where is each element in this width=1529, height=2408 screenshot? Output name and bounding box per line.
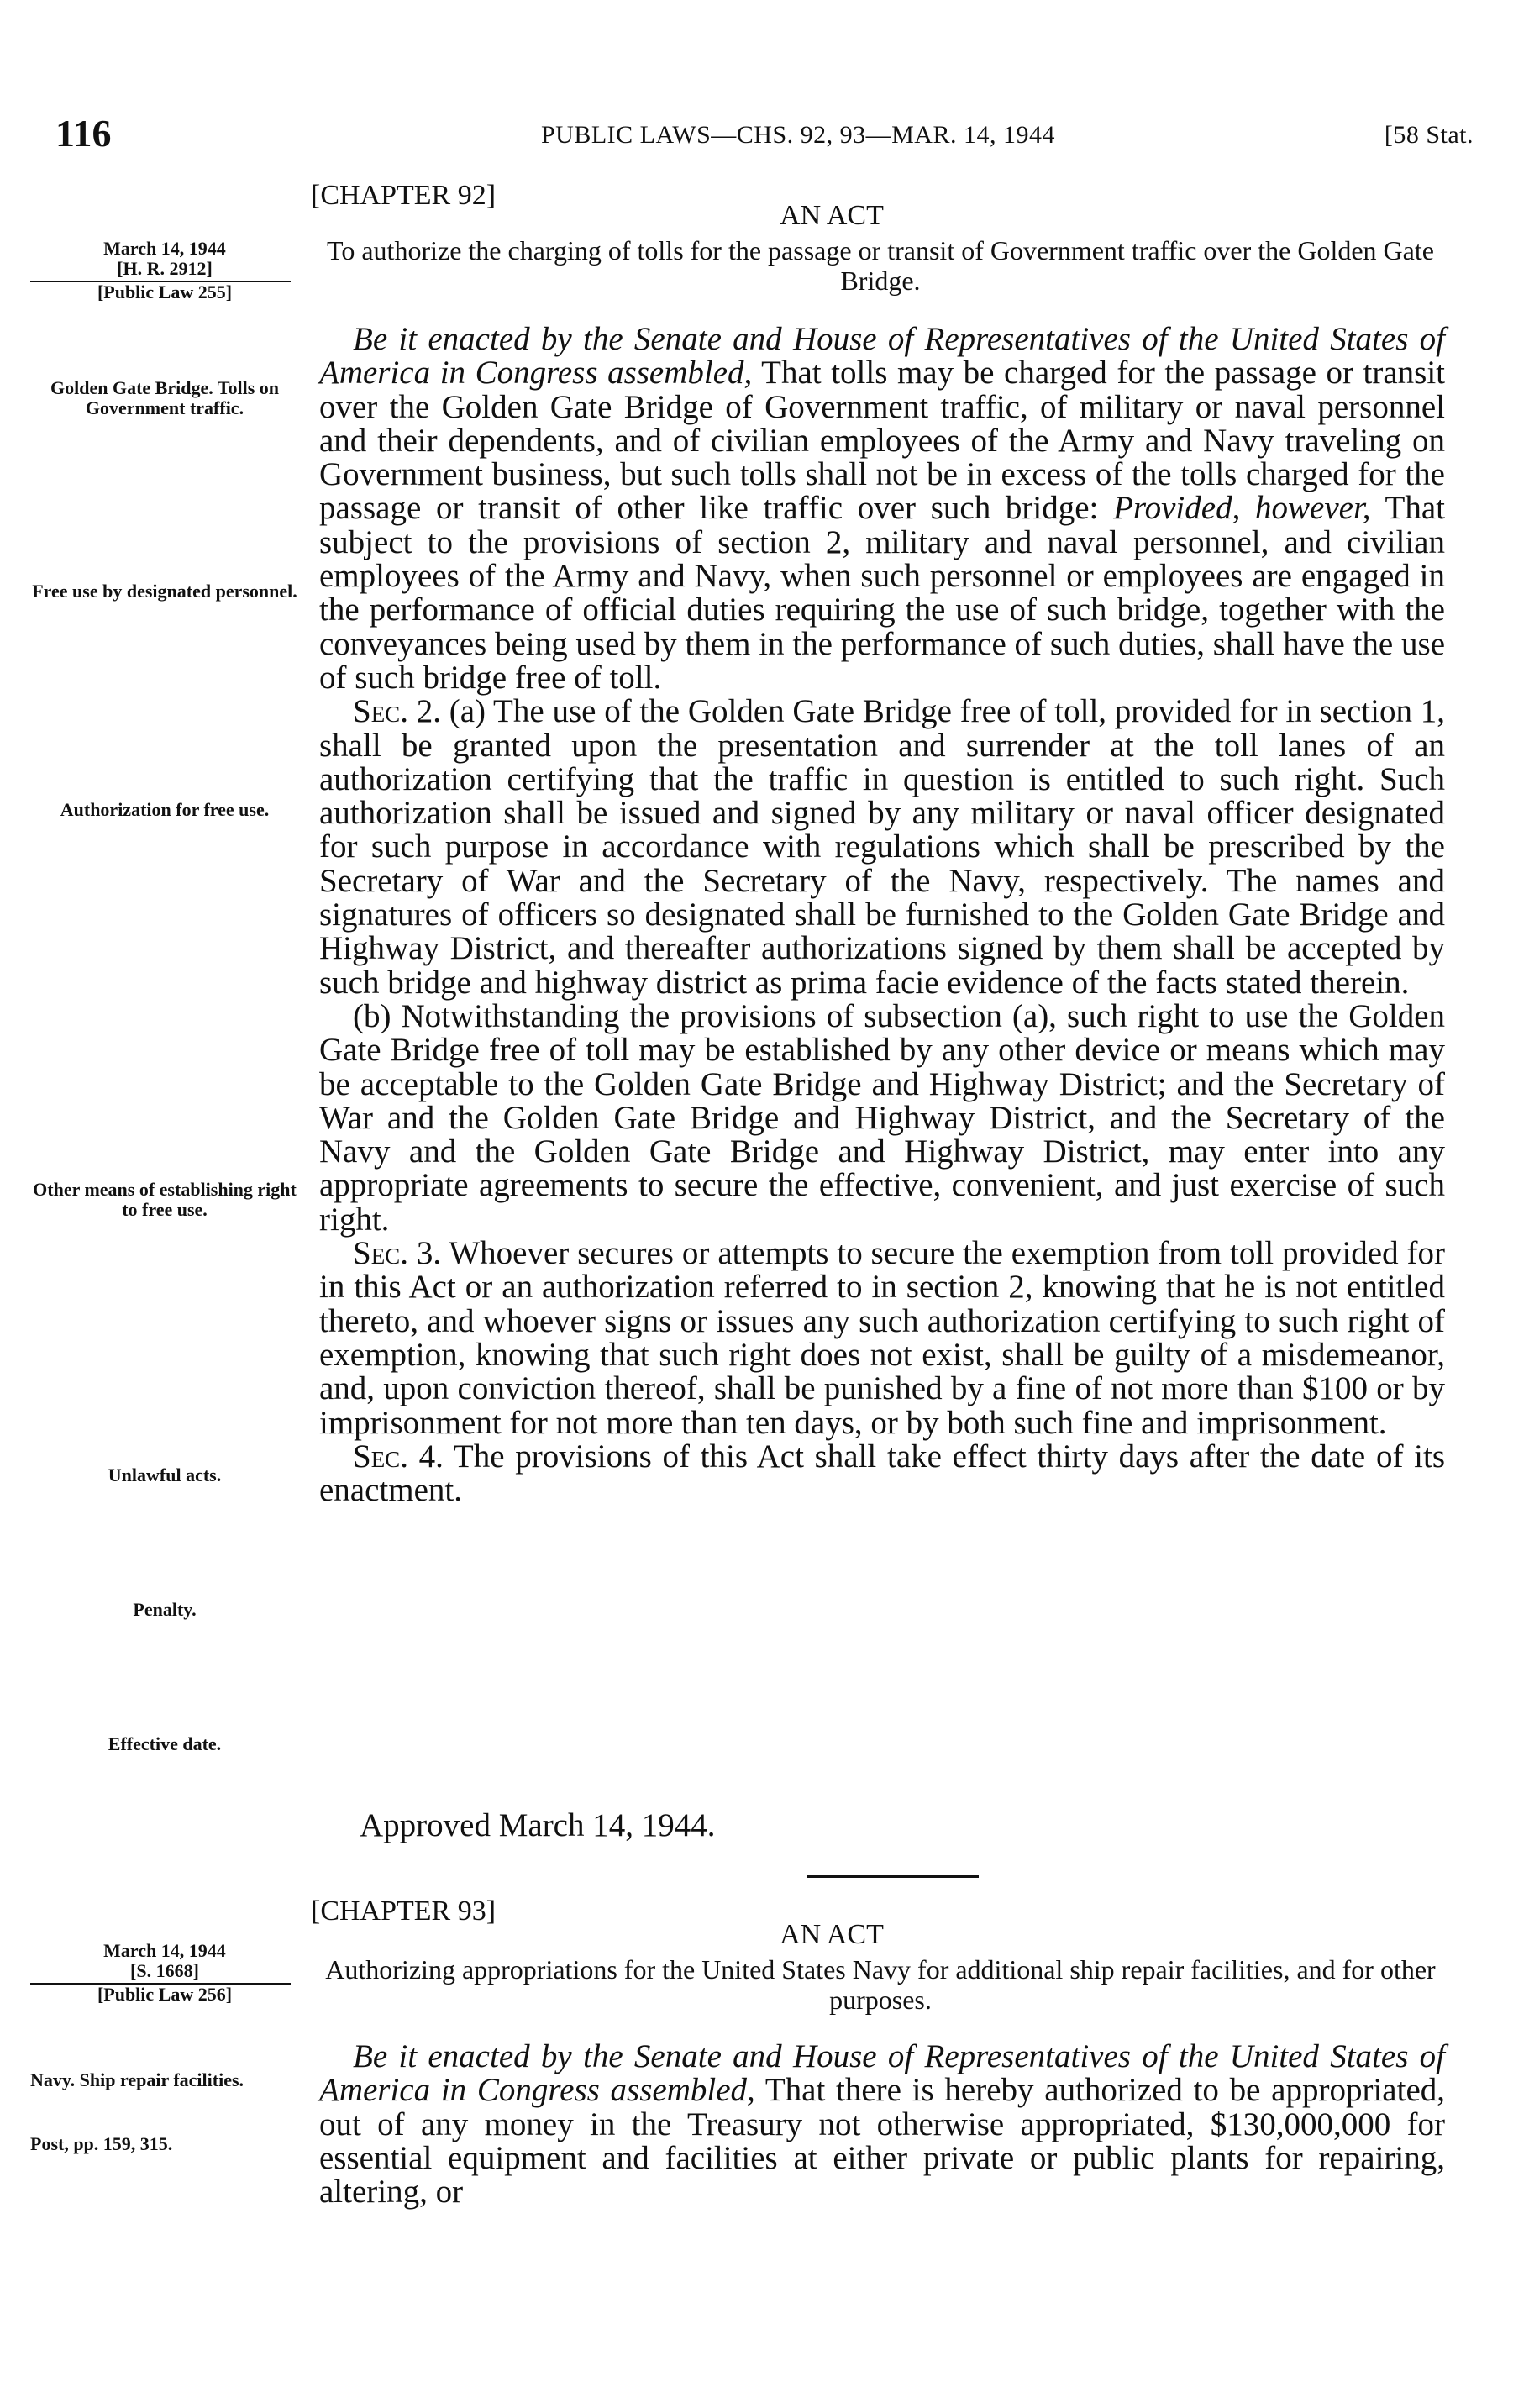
section-3-text: Whoever secures or attempts to secure the exemption from toll provided for in this Act or an authorization referred to in section 2, knowing that he is not entitled thereto, and whoever signs or issues any such authorization certifying to such right of exemption, knowing that such right does not exist, shall be guilty of a misdemeanor, and, upon conviction thereof, shall be punished by a fine of not more than $100 or by imprisonment for not more than ten days, or by both such fine and imprisonment. [319,1235,1445,1441]
margin-note-other-means: Other means of establishing right to free use. [33,1179,297,1220]
margin-note-tolls: Golden Gate Bridge. Tolls on Government traffic. [50,377,279,418]
section-2a-text: (a) The use of the Golden Gate Bridge free of toll, provided for in section 1, shall be granted upon the presentation and surrender at the toll lanes of an authorization certifying that the traffic in question is entitled to such right. Such authorization shall be issued and signed by any military or naval officer designated for such purpose in accordance with regulations which shall be prescribed by the Secretary of War and the Secretary of the Navy, respectively. The names and signatures of officers so designated shall be furnished to the Golden Gate Bridge and Highway District, and thereafter authorizations signed by them shall be accepted by such bridge and highway district as prima facie evidence of the facts stated therein. [319,693,1445,1001]
section-3 [319,1237,1445,1440]
enacting-clause: Be it enacted by the Senate and House of Representatives of the United States of America in Congress assembled, [319,2038,1445,2109]
section-divider [807,1875,979,1878]
chapter-93-margin-ids [30,1941,299,2005]
section-2a [319,695,1445,1000]
margin-note-navy: Navy. Ship repair facilities. [30,2069,244,2090]
section-1-rest: That subject to the provisions of section 2, military and naval personnel, and civilian employees of the Army and Navy, when such personnel or employees are engaged in the performance of official duties requiring the use of such bridge, together with the conveyances being used by them in the performance of such duties, shall have the use of such bridge free of toll. [319,490,1446,696]
chapter-93-text: That there is hereby authorized to be appropriated, out of any money in the Treasury not otherwise appropriated, $130,000,000 for essential equipment and facilities at either private or public plants for repairing, altering, or [319,2072,1446,2211]
chapter-92-act-heading: AN ACT [780,200,884,231]
chapter-92-body [319,323,1445,1507]
page-number: 116 [55,112,112,155]
margin-note-post: Post, pp. 159, 315. [30,2133,173,2154]
chapter-93-section [319,2040,1445,2209]
chapter-92-label: [CHAPTER 92] [311,180,497,211]
section-3-label: Sec. 3. [353,1235,442,1272]
enacting-clause: Be it enacted by the Senate and House of Representatives of the United States of America in Congress assembled, [319,321,1445,392]
running-title: PUBLIC LAWS—CHS. 92, 93—MAR. 14, 1944 [541,121,1055,149]
margin-note-free-use: Free use by designated personnel. [32,581,297,602]
margin-law: [Public Law 256] [97,1984,233,2005]
chapter-93-body [319,2040,1445,2209]
chapter-93-act-heading: AN ACT [780,1919,884,1950]
section-1-text: That tolls may be charged for the passage or transit over the Golden Gate Bridge of Government traffic, of military or naval personnel and their dependents, and of civilian employees of the Army and Navy traveling on Government business, but such tolls shall not be in excess of the tolls charged for the passage or transit of other like traffic over such bridge: [319,355,1445,527]
margin-date: March 14, 1944 [103,1940,226,1961]
section-4 [319,1440,1445,1508]
chapter-92-margin-ids [30,239,299,302]
approved-line: Approved March 14, 1944. [360,1807,716,1843]
margin-bill: [S. 1668] [130,1960,199,1981]
margin-note-effective: Effective date. [108,1733,222,1754]
margin-bill: [H. R. 2912] [117,258,213,279]
section-4-label: Sec. 4. [353,1438,444,1475]
section-1-proviso: Provided, however, [1113,490,1371,527]
running-head [55,111,1474,161]
margin-note-penalty: Penalty. [133,1599,197,1620]
section-2b: (b) Notwithstanding the provisions of subsection (a), such right to use the Golden Gate Bridge free of toll may be established by any other device or means which may be acceptable to the Golden Gate Bridge and Highway District; and the Secretary of War and the Golden Gate Bridge and Highway District, and the Secretary of the Navy and the Golden Gate Bridge and Highway District, may enter into any appropriate agreements to secure the effective, convenient, and just exercise of such right. [319,997,1445,1238]
chapter-93-purpose: Authorizing appropriations for the United States Navy for additional ship repair facilities, and for other purposes. [325,1954,1436,2015]
chapter-92-purpose: To authorize the charging of tolls for the passage or transit of Government traffic over the Golden Gate Bridge. [327,235,1434,296]
margin-law: [Public Law 255] [97,281,233,302]
section-2-label: Sec. 2. [353,693,441,730]
chapter-93-label: [CHAPTER 93] [311,1895,497,1927]
margin-note-unlawful: Unlawful acts. [108,1464,222,1485]
margin-note-authorization: Authorization for free use. [60,799,270,820]
margin-date: March 14, 1944 [103,238,226,259]
volume-reference: [58 Stat. [1384,121,1474,149]
section-1 [319,323,1445,695]
section-4-text: The provisions of this Act shall take effect thirty days after the date of its enactment. [319,1438,1445,1509]
